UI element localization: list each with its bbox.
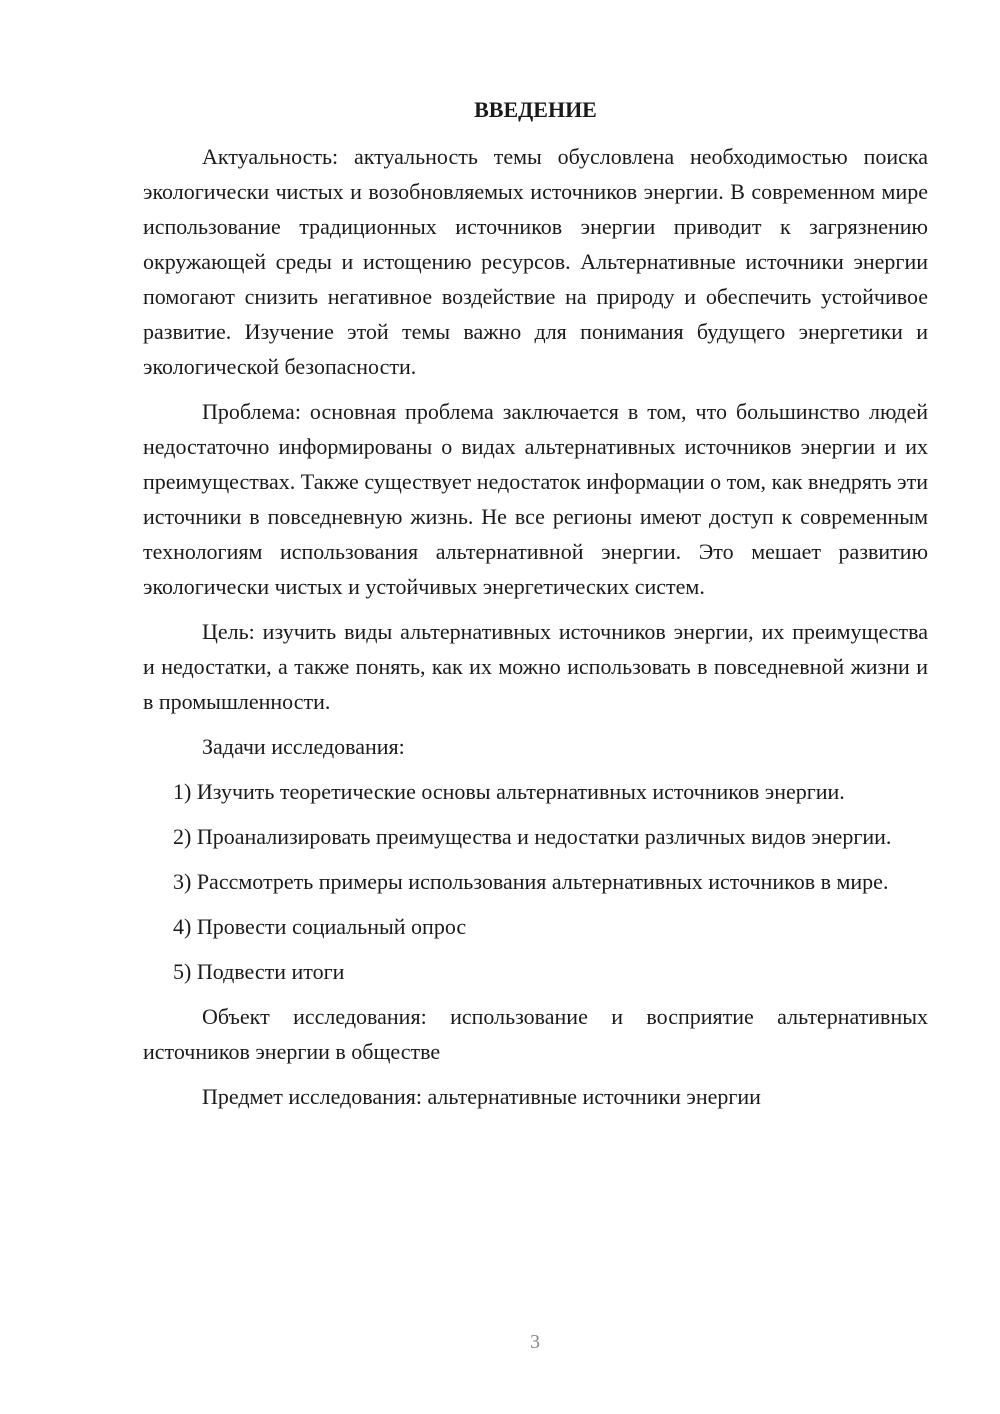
list-item: 5) Подвести итоги	[173, 959, 345, 984]
goal-paragraph: Цель: изучить виды альтернативных источников энергии, их преимущества и недостатки, а также понять, как их можно использовать в повседневной жизни и в промышленности.	[143, 619, 928, 714]
tasks-list	[143, 774, 928, 989]
list-item: 4) Провести социальный опрос	[173, 914, 467, 939]
problem-paragraph: Проблема: основная проблема заключается в том, что большинство людей недостаточно информированы о видах альтернативных источников энергии и их преимуществах. Также существует недостаток информации о том, как внедрять эти источники в повседневную жизнь. Не все регионы имеют доступ к современным технологиям использования альтернативной энергии. Это мешает развитию экологически чистых и устойчивых энергетических систем.	[143, 399, 928, 599]
tasks-heading: Задачи исследования:	[202, 734, 405, 759]
subject-paragraph: Предмет исследования: альтернативные источники энергии	[202, 1084, 761, 1109]
object-paragraph: Объект исследования: использование и восприятие альтернативных источников энергии в обществе	[143, 1004, 928, 1064]
page-number: 3	[530, 1331, 540, 1353]
page-title: ВВЕДЕНИЕ	[474, 97, 597, 122]
list-item: 2) Проанализировать преимущества и недостатки различных видов энергии.	[173, 824, 892, 849]
list-item: 1) Изучить теоретические основы альтернативных источников энергии.	[173, 779, 845, 804]
relevance-paragraph: Актуальность: актуальность темы обусловлена необходимостью поиска экологически чистых и возобновляемых источников энергии. В современном мире использование традиционных источников энергии приводит к загрязнению окружающей среды и истощению ресурсов. Альтернативные источники энергии помогают снизить негативное воздействие на природу и обеспечить устойчивое развитие. Изучение этой темы важно для понимания будущего энергетики и экологической безопасности.	[143, 144, 928, 379]
list-item: 3) Рассмотреть примеры использования альтернативных источников в мире.	[173, 869, 889, 894]
document-page	[143, 92, 928, 1124]
